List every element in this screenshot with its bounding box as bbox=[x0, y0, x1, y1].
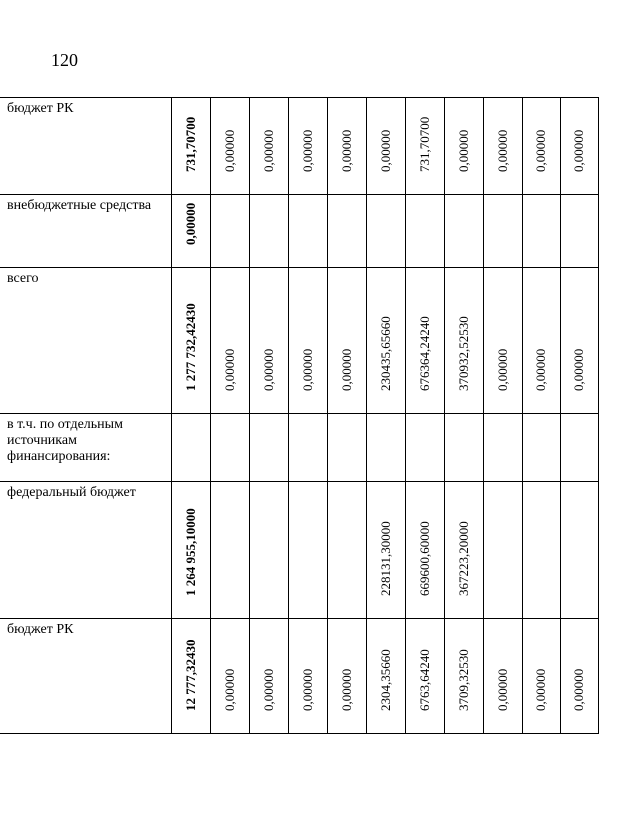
cell-value: 367223,20000 bbox=[455, 521, 471, 596]
table-cell bbox=[210, 414, 249, 482]
cell-value: 1 277 732,42430 bbox=[182, 303, 198, 391]
table-cell bbox=[249, 482, 288, 619]
budget-table bbox=[0, 97, 599, 734]
cell-value: 0,00000 bbox=[455, 129, 471, 172]
table-cell bbox=[405, 268, 444, 414]
table-cell bbox=[288, 98, 327, 195]
table-cell bbox=[327, 195, 366, 268]
table-row bbox=[0, 98, 598, 195]
cell-value: 2304,35660 bbox=[377, 649, 393, 711]
table-cell bbox=[210, 195, 249, 268]
table-cell bbox=[288, 195, 327, 268]
table-cell bbox=[444, 268, 483, 414]
cell-value: 0,00000 bbox=[494, 668, 510, 711]
table-cell bbox=[522, 98, 560, 195]
table-cell bbox=[327, 414, 366, 482]
table-cell bbox=[522, 619, 560, 734]
table-cell bbox=[366, 414, 405, 482]
table-cell bbox=[405, 482, 444, 619]
cell-value: 0,00000 bbox=[299, 348, 315, 391]
table-row bbox=[0, 619, 598, 734]
cell-value: 1 264 955,10000 bbox=[182, 508, 198, 596]
cell-value: 0,00000 bbox=[377, 129, 393, 172]
table-cell bbox=[483, 414, 522, 482]
cell-value: 0,00000 bbox=[221, 348, 237, 391]
table-cell bbox=[405, 414, 444, 482]
table-cell bbox=[444, 195, 483, 268]
cell-value: 0,00000 bbox=[533, 668, 548, 711]
table-cell-total bbox=[171, 482, 210, 619]
cell-value: 0,00000 bbox=[221, 129, 237, 172]
table-cell bbox=[249, 195, 288, 268]
table-cell bbox=[522, 482, 560, 619]
table-cell bbox=[210, 268, 249, 414]
row-label: бюджет РК bbox=[0, 619, 171, 734]
cell-value: 0,00000 bbox=[182, 202, 198, 245]
cell-value: 370932,52530 bbox=[455, 316, 471, 391]
cell-value: 0,00000 bbox=[494, 129, 510, 172]
table-cell bbox=[444, 482, 483, 619]
cell-value: 0,00000 bbox=[260, 668, 276, 711]
table-cell bbox=[249, 98, 288, 195]
cell-value: 3709,32530 bbox=[455, 649, 471, 711]
table-cell bbox=[483, 195, 522, 268]
cell-value: 0,00000 bbox=[533, 129, 548, 172]
cell-value: 0,00000 bbox=[533, 348, 548, 391]
cell-value: 669600,60000 bbox=[416, 521, 432, 596]
cell-value: 0,00000 bbox=[338, 129, 354, 172]
table-cell-total bbox=[171, 195, 210, 268]
cell-value: 228131,30000 bbox=[377, 521, 393, 596]
row-label: бюджет РК bbox=[0, 98, 171, 195]
table-cell bbox=[483, 268, 522, 414]
cell-value: 6763,64240 bbox=[416, 649, 432, 711]
table-cell-total bbox=[171, 98, 210, 195]
table-cell bbox=[249, 414, 288, 482]
table-cell bbox=[210, 98, 249, 195]
table-row bbox=[0, 195, 598, 268]
table-cell bbox=[210, 482, 249, 619]
row-label: федеральный бюджет bbox=[0, 482, 171, 619]
table-cell bbox=[327, 268, 366, 414]
table-cell bbox=[444, 414, 483, 482]
table-cell bbox=[327, 98, 366, 195]
cell-value: 0,00000 bbox=[338, 348, 354, 391]
cell-value: 0,00000 bbox=[571, 348, 586, 391]
cell-value: 12 777,32430 bbox=[182, 639, 198, 711]
table-cell bbox=[366, 195, 405, 268]
table-cell bbox=[366, 98, 405, 195]
table-cell bbox=[560, 98, 598, 195]
table-cell bbox=[288, 414, 327, 482]
table-cell bbox=[366, 619, 405, 734]
table-cell bbox=[249, 268, 288, 414]
table-cell bbox=[560, 268, 598, 414]
table-cell bbox=[560, 619, 598, 734]
table-cell bbox=[483, 98, 522, 195]
table-cell bbox=[327, 482, 366, 619]
cell-value: 0,00000 bbox=[299, 668, 315, 711]
table-cell bbox=[522, 195, 560, 268]
table-row bbox=[0, 414, 598, 482]
table-cell-total bbox=[171, 268, 210, 414]
table-cell bbox=[560, 195, 598, 268]
cell-value: 731,70700 bbox=[182, 116, 198, 172]
cell-value: 0,00000 bbox=[571, 129, 586, 172]
table-cell bbox=[249, 619, 288, 734]
table-cell-total bbox=[171, 414, 210, 482]
row-label: всего bbox=[0, 268, 171, 414]
cell-value: 0,00000 bbox=[221, 668, 237, 711]
table-cell bbox=[560, 414, 598, 482]
table-cell bbox=[405, 619, 444, 734]
table-cell bbox=[210, 619, 249, 734]
row-label: в т.ч. по отдельным источникам финансирования: bbox=[0, 414, 171, 482]
table-cell bbox=[327, 619, 366, 734]
table-cell bbox=[444, 619, 483, 734]
cell-value: 230435,65660 bbox=[377, 316, 393, 391]
row-label: внебюджетные средства bbox=[0, 195, 171, 268]
table-cell bbox=[366, 268, 405, 414]
table-cell bbox=[522, 414, 560, 482]
table-cell bbox=[288, 482, 327, 619]
table-cell bbox=[483, 482, 522, 619]
table-cell bbox=[288, 619, 327, 734]
table-row bbox=[0, 482, 598, 619]
table-cell-total bbox=[171, 619, 210, 734]
table-cell bbox=[366, 482, 405, 619]
cell-value: 0,00000 bbox=[299, 129, 315, 172]
cell-value: 0,00000 bbox=[494, 348, 510, 391]
page-number: 120 bbox=[51, 50, 78, 70]
cell-value: 0,00000 bbox=[260, 348, 276, 391]
cell-value: 731,70700 bbox=[416, 116, 432, 172]
cell-value: 0,00000 bbox=[571, 668, 586, 711]
cell-value: 0,00000 bbox=[260, 129, 276, 172]
cell-value: 676364,24240 bbox=[416, 316, 432, 391]
table-cell bbox=[522, 268, 560, 414]
cell-value: 0,00000 bbox=[338, 668, 354, 711]
table-cell bbox=[483, 619, 522, 734]
table-cell bbox=[405, 195, 444, 268]
table-cell bbox=[444, 98, 483, 195]
table-cell bbox=[560, 482, 598, 619]
table-cell bbox=[288, 268, 327, 414]
table-row bbox=[0, 268, 598, 414]
table-cell bbox=[405, 98, 444, 195]
